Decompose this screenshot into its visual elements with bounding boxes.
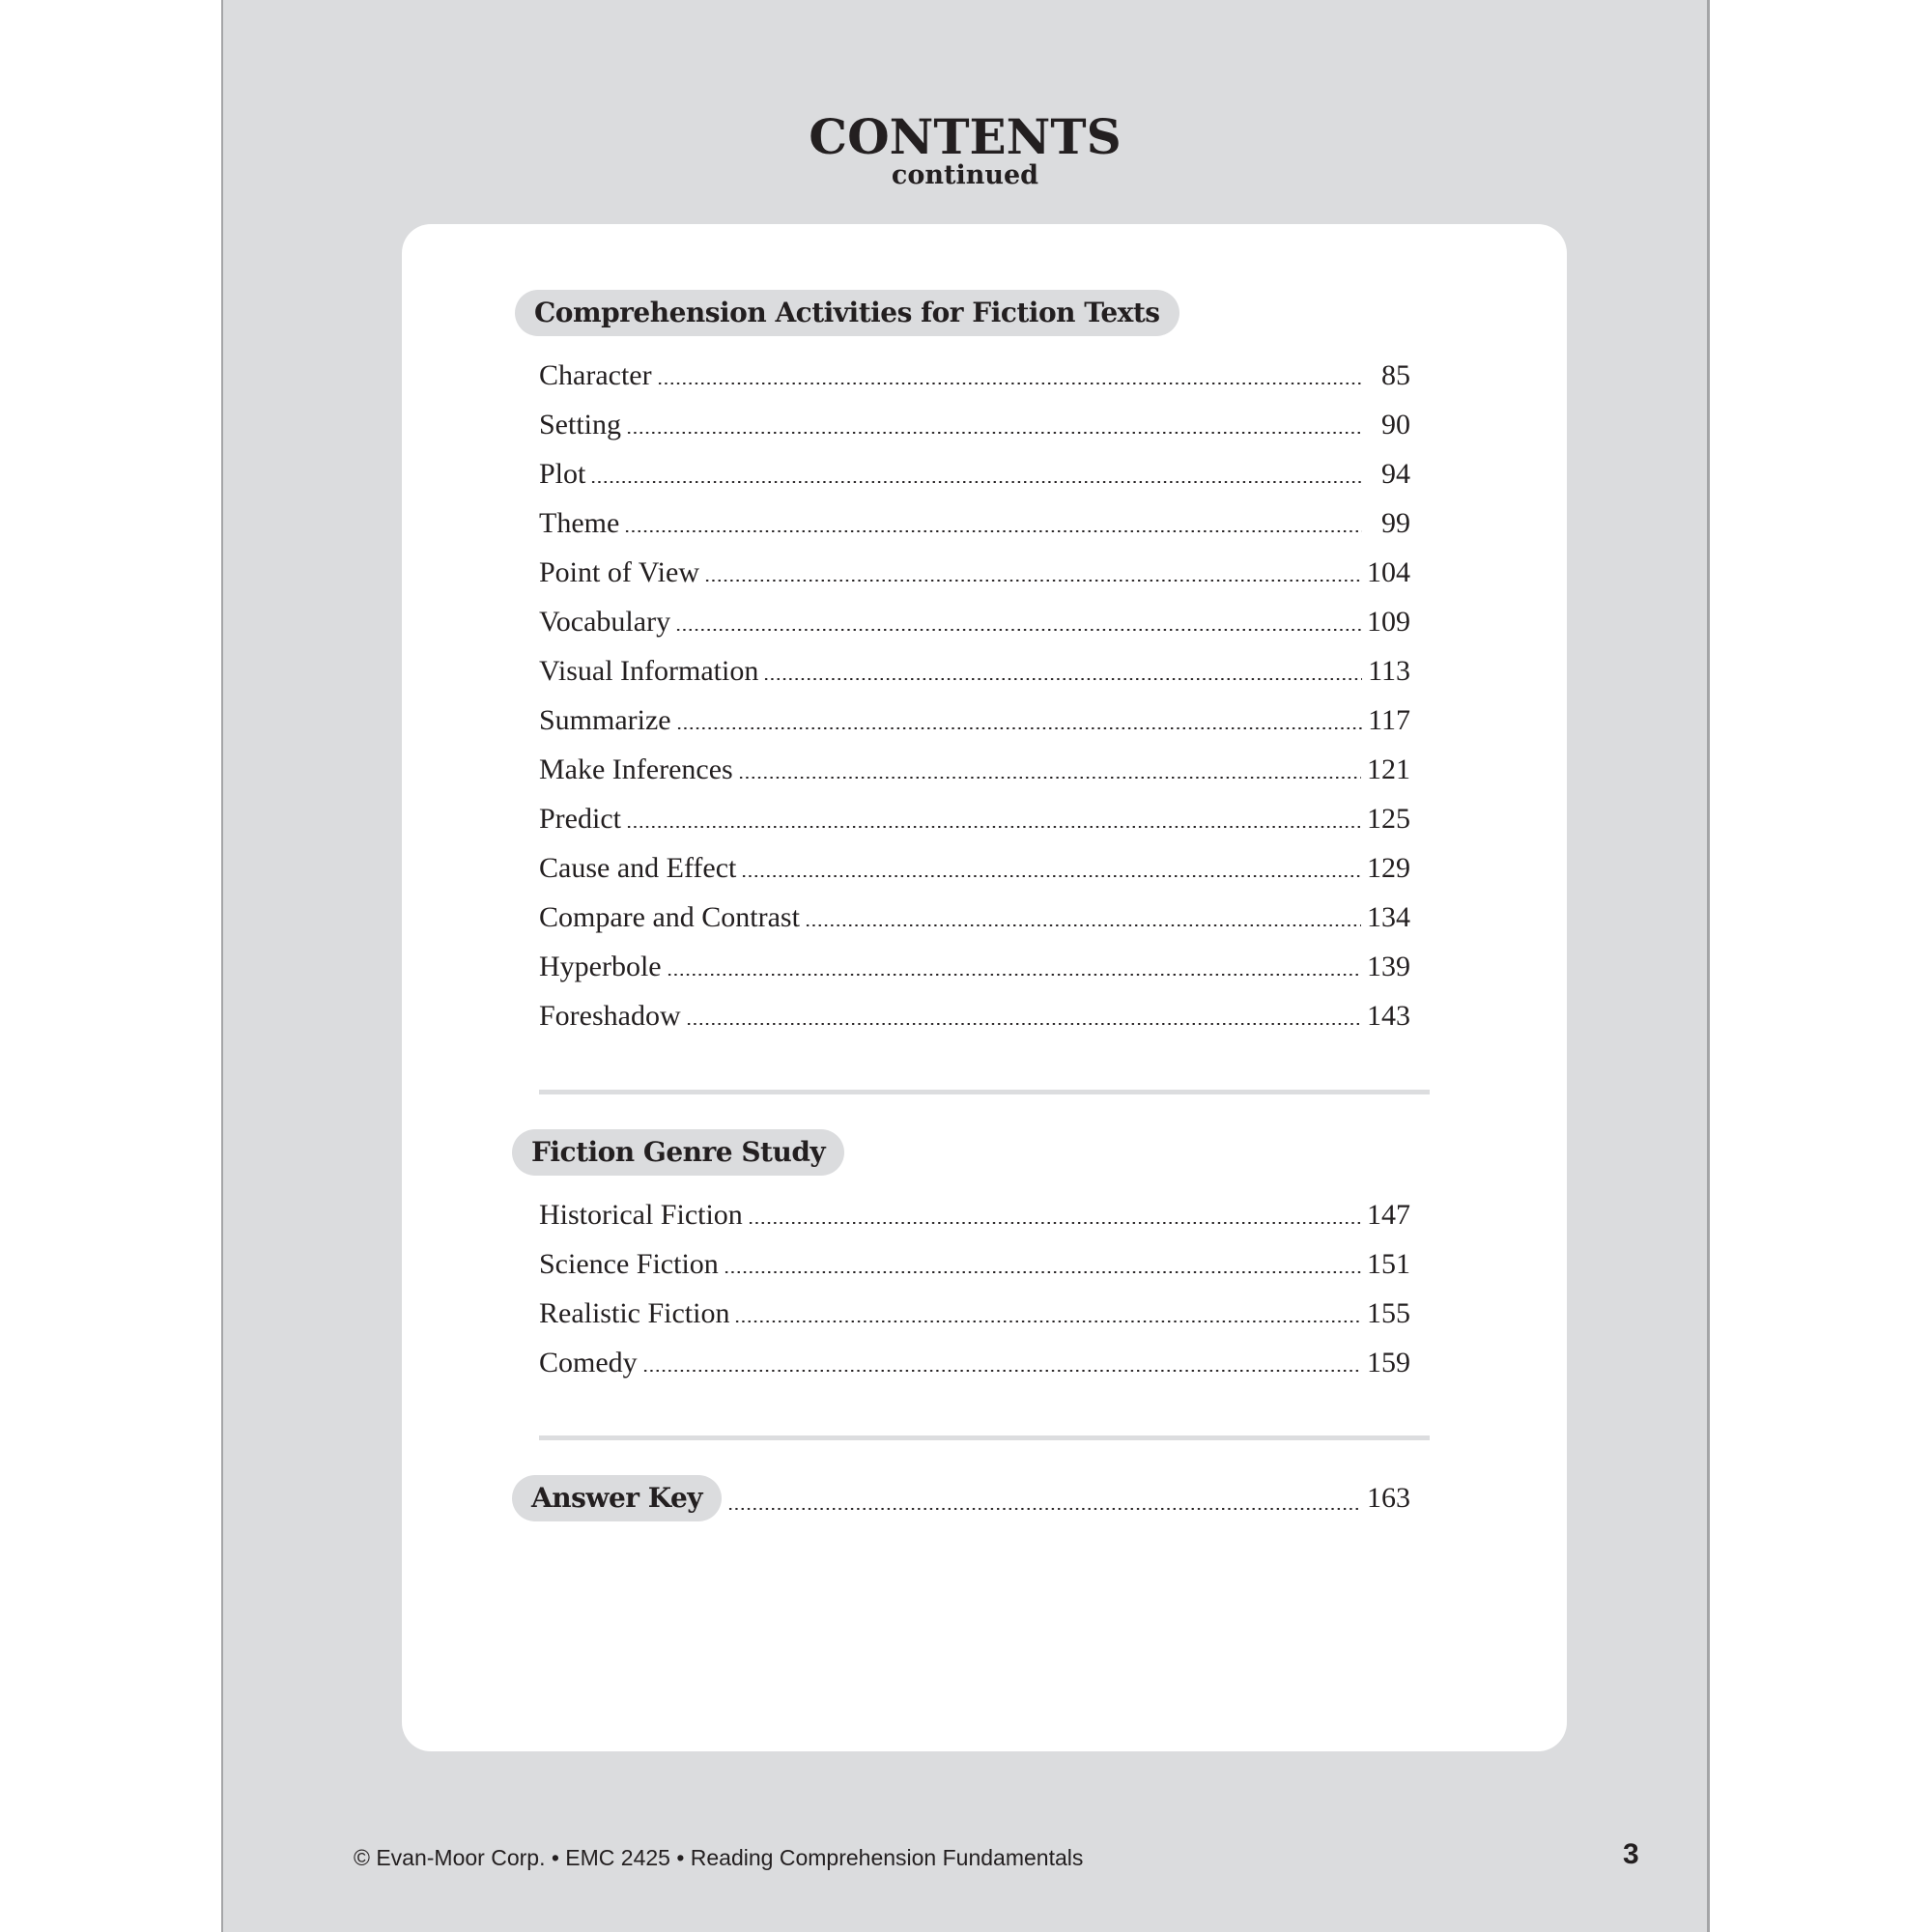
section-divider: [539, 1435, 1430, 1440]
dot-leader: [748, 1222, 1361, 1224]
toc-entry-page: 99: [1381, 507, 1410, 539]
toc-entry-page: 125: [1367, 803, 1410, 835]
dot-leader: [741, 875, 1361, 877]
toc-entry-label: Point of View: [539, 556, 699, 588]
toc-entry-theme[interactable]: [539, 504, 1410, 543]
footer-page-number: 3: [1623, 1838, 1639, 1870]
toc-entry-page: 113: [1368, 655, 1410, 687]
dot-leader: [727, 1508, 1361, 1510]
dot-leader: [805, 924, 1361, 926]
toc-entry-make-inferences[interactable]: [539, 751, 1410, 789]
dot-leader: [724, 1271, 1361, 1273]
toc-entry-label: Comedy: [539, 1347, 638, 1378]
contents-card: [402, 224, 1567, 1751]
toc-entry-page: 104: [1367, 556, 1410, 588]
toc-entry-page: 121: [1367, 753, 1410, 785]
dot-leader: [667, 974, 1361, 976]
toc-entry-setting[interactable]: [539, 406, 1410, 444]
toc-entry-page: 159: [1367, 1347, 1410, 1378]
toc-entry-label: Setting: [539, 409, 622, 440]
toc-entry-page: 134: [1367, 901, 1410, 933]
toc-entry-label: Character: [539, 359, 652, 391]
dot-leader: [624, 530, 1362, 532]
toc-entry-plot[interactable]: [539, 455, 1410, 494]
page-title: CONTENTS: [809, 108, 1122, 165]
toc-entry-label: Theme: [539, 507, 620, 539]
toc-entry-vocabulary[interactable]: [539, 603, 1410, 641]
toc-entry-summarize[interactable]: [539, 701, 1410, 740]
dot-leader: [738, 777, 1361, 779]
toc-entry-comedy[interactable]: [539, 1344, 1410, 1382]
toc-entry-page: 129: [1367, 852, 1410, 884]
footer-copyright: © Evan-Moor Corp. • EMC 2425 • Reading Comprehension Fundamentals: [354, 1845, 1084, 1870]
toc-entry-visual-information[interactable]: [539, 652, 1410, 691]
page-subtitle: continued: [891, 160, 1039, 190]
toc-entry-label: Predict: [539, 803, 621, 835]
dot-leader: [704, 580, 1361, 582]
section-heading-answer-key: Answer Key: [512, 1475, 722, 1521]
toc-entry-label: Science Fiction: [539, 1248, 719, 1280]
dot-leader: [686, 1023, 1361, 1025]
toc-entry-label: Make Inferences: [539, 753, 733, 785]
toc-entry-page: 151: [1367, 1248, 1410, 1280]
toc-entry-label: Cause and Effect: [539, 852, 737, 884]
dot-leader: [676, 727, 1362, 729]
toc-entry-point-of-view[interactable]: [539, 554, 1410, 592]
section-heading-fiction-genre-study: Fiction Genre Study: [512, 1129, 844, 1176]
toc-entry-label: Plot: [539, 458, 586, 490]
dot-leader: [626, 826, 1361, 828]
toc-entry-page: 147: [1367, 1199, 1410, 1231]
toc-entry-compare-and-contrast[interactable]: [539, 898, 1410, 937]
dot-leader: [626, 432, 1362, 434]
dot-leader: [675, 629, 1361, 631]
toc-entry-cause-and-effect[interactable]: [539, 849, 1410, 888]
section-heading-comprehension-activities: Comprehension Activities for Fiction Texts: [515, 290, 1179, 336]
dot-leader: [763, 678, 1362, 680]
toc-entry-page: 163: [1367, 1482, 1410, 1514]
toc-entry-page: 109: [1367, 606, 1410, 638]
dot-leader: [642, 1370, 1361, 1372]
toc-entry-page: 90: [1381, 409, 1410, 440]
toc-entry-page: 143: [1367, 1000, 1410, 1032]
toc-entry-character[interactable]: [539, 356, 1410, 395]
toc-entry-page: 85: [1381, 359, 1410, 391]
toc-entry-label: Visual Information: [539, 655, 759, 687]
dot-leader: [657, 383, 1362, 384]
toc-entry-page: 139: [1367, 951, 1410, 982]
toc-entry-historical-fiction[interactable]: [539, 1196, 1410, 1235]
toc-entry-page: 94: [1381, 458, 1410, 490]
dot-leader: [734, 1321, 1361, 1322]
toc-entry-science-fiction[interactable]: [539, 1245, 1410, 1284]
toc-entry-hyperbole[interactable]: [539, 948, 1410, 986]
toc-entry-realistic-fiction[interactable]: [539, 1294, 1410, 1333]
toc-entry-predict[interactable]: [539, 800, 1410, 838]
toc-entry-label: Historical Fiction: [539, 1199, 743, 1231]
toc-entry-answer-key[interactable]: [512, 1475, 1410, 1521]
toc-entry-label: Compare and Contrast: [539, 901, 800, 933]
toc-entry-label: Hyperbole: [539, 951, 662, 982]
section-divider: [539, 1090, 1430, 1094]
toc-entry-page: 117: [1368, 704, 1410, 736]
toc-entry-label: Realistic Fiction: [539, 1297, 730, 1329]
toc-entry-page: 155: [1367, 1297, 1410, 1329]
toc-entry-foreshadow[interactable]: [539, 997, 1410, 1036]
dot-leader: [590, 481, 1362, 483]
toc-entry-label: Summarize: [539, 704, 671, 736]
toc-entry-label: Vocabulary: [539, 606, 671, 638]
toc-entry-label: Foreshadow: [539, 1000, 681, 1032]
